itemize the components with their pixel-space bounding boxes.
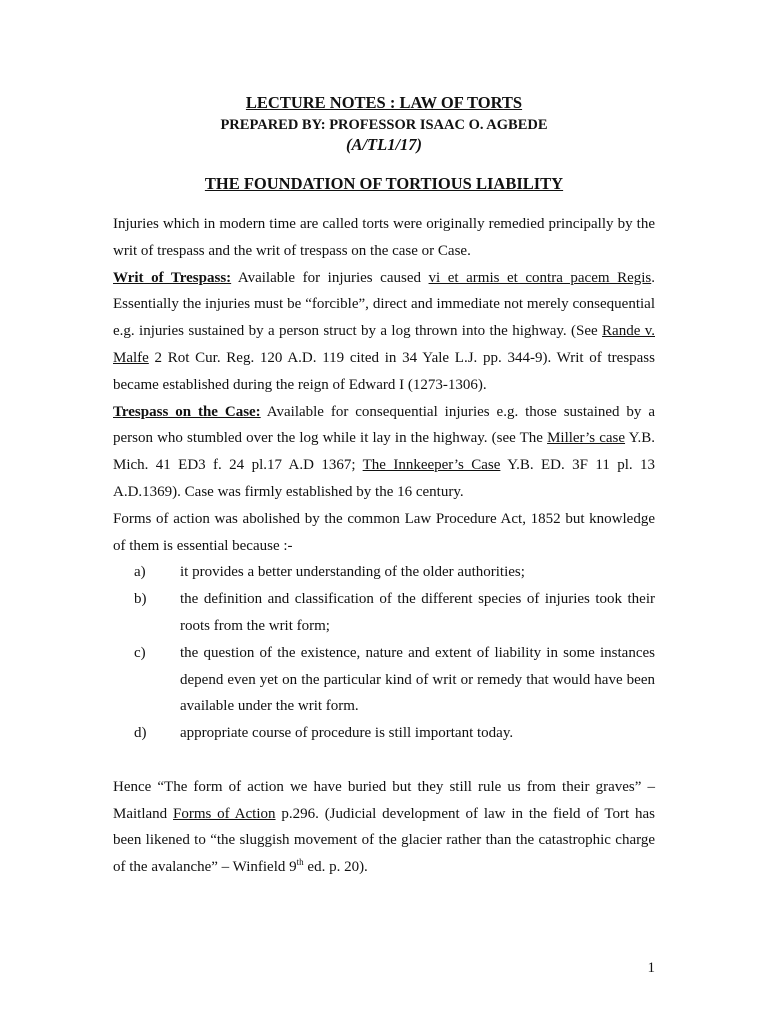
book-title: Forms of Action: [173, 805, 276, 822]
forms-of-action-paragraph: Forms of action was abolished by the common Law Procedure Act, 1852 but knowledge of them is essential because :-: [113, 510, 655, 554]
page-number: 1: [647, 960, 655, 976]
list-item: c) the question of the existence, nature and extent of liability in some instances depend even yet on the particular kind of writ or remedy that would have been available under the writ form.: [113, 640, 655, 720]
prepared-by: PREPARED BY: PROFESSOR ISAAC O. AGBEDE: [220, 117, 548, 133]
lecture-title: LECTURE NOTES : LAW OF TORTS: [245, 93, 523, 112]
list-item: a) it provides a better understanding of the older authorities;: [113, 559, 655, 586]
case-citation-miller: Miller’s case: [547, 430, 626, 447]
list-marker: c): [134, 644, 146, 661]
list-item: d) appropriate course of procedure is still important today.: [113, 720, 655, 747]
trespass-on-case-paragraph: Trespass on the Case: Available for consequential injuries e.g. those sustained by a person who stumbled over the log while it lay in the highway. (see The Miller’s case Y.B. Mich. 41 ED3 f. 24 pl.17 A.D 1367; The Innkeeper’s Case Y.B. ED. 3F 11 pl. 13 A.D.1369). Case was firmly established by the 16 century.: [113, 403, 656, 500]
document-body: [113, 211, 655, 881]
case-citation-rande: Rande v. Malfe: [113, 323, 655, 366]
intro-paragraph: Injuries which in modern time are called torts were originally remedied principally by the writ of trespass and the writ of trespass on the case or Case.: [113, 216, 655, 259]
list-item: b) the definition and classification of the different species of injuries took their roots from the writ form;: [113, 586, 655, 640]
closing-paragraph: Hence “The form of action we have buried but they still rule us from their graves” – Maitland Forms of Action p.296. (Judicial development of law in the field of Tort has been likened to “the sluggish movement of the glacier rather than the catastrophic charge of the avalanche” – Winfield 9th ed. p. 20).: [113, 778, 655, 876]
case-citation-innkeeper: The Innkeeper’s Case: [362, 457, 501, 474]
section-title: THE FOUNDATION OF TORTIOUS LIABILITY: [204, 174, 564, 193]
trespass-on-case-heading: Trespass on the Case:: [113, 403, 261, 420]
superscript: th: [296, 857, 304, 868]
writ-of-trespass-heading: Writ of Trespass:: [113, 269, 232, 286]
list-marker: d): [134, 725, 147, 742]
reasons-list: [113, 559, 655, 747]
paragraph-spacer: [113, 747, 655, 774]
list-marker: a): [134, 564, 146, 581]
course-code: (A/TL1/17): [345, 135, 423, 154]
list-marker: b): [134, 591, 147, 608]
latin-phrase: vi et armis et contra pacem Regis: [428, 269, 652, 286]
writ-of-trespass-paragraph: Writ of Trespass: Available for injuries caused vi et armis et contra pacem Regis. Essentially the injuries must be “forcible”, direct and immediate not merely consequential e.g. injuries sustained by a person struct by a log thrown into the highway. (See Rande v. Malfe 2 Rot Cur. Reg. 120 A.D. 119 cited in 34 Yale L.J. pp. 344-9). Writ of trespass became established during the reign of Edward I (1273-1306).: [113, 269, 655, 393]
